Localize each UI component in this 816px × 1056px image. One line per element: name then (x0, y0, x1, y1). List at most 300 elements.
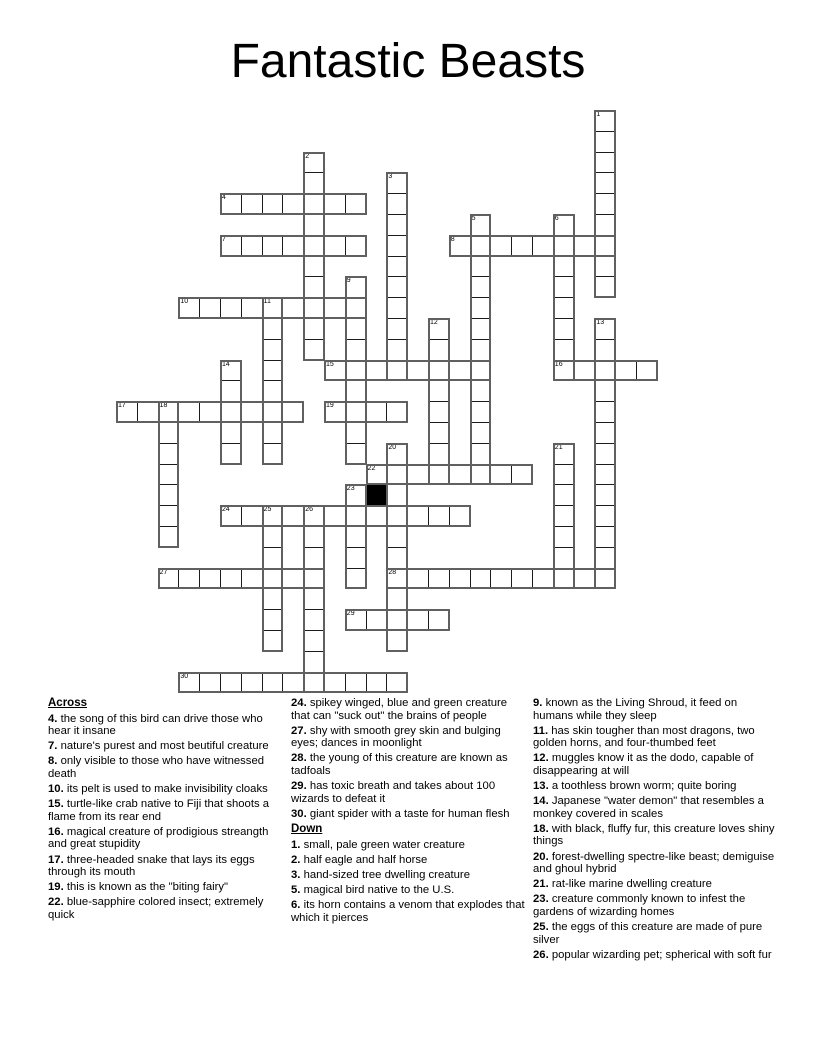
grid-cell[interactable] (594, 380, 616, 402)
grid-cell[interactable] (574, 235, 596, 257)
cell-number: 18 (159, 402, 168, 410)
grid-cell[interactable] (282, 401, 304, 423)
grid-cell[interactable] (366, 672, 388, 694)
grid-cell[interactable] (241, 401, 263, 423)
cell-number: 5 (471, 215, 476, 222)
grid-cell[interactable] (220, 443, 242, 465)
grid-cell[interactable] (324, 672, 346, 694)
clue-heading-across: Across (48, 697, 87, 709)
grid-cell[interactable] (470, 443, 492, 465)
grid-cell[interactable] (407, 360, 429, 382)
cell-number: 11 (263, 298, 271, 306)
cell-number: 10 (180, 298, 189, 306)
grid-cell[interactable] (386, 443, 408, 465)
grid-cell[interactable] (220, 360, 242, 382)
grid-cell[interactable] (532, 568, 554, 590)
grid-cell[interactable] (490, 464, 512, 486)
grid-cell[interactable] (386, 672, 408, 694)
clue-number: 26. (533, 948, 552, 961)
grid-cell[interactable] (407, 505, 429, 527)
grid-cell[interactable] (386, 547, 408, 569)
grid-cell[interactable] (158, 422, 180, 444)
clue-number: 27. (291, 724, 310, 737)
clue-21 (533, 878, 776, 891)
grid-cell[interactable] (345, 547, 367, 569)
clue-column-middle (291, 697, 529, 927)
grid-cell[interactable] (594, 110, 616, 132)
grid-cell[interactable] (178, 401, 200, 423)
grid-cell[interactable] (262, 401, 284, 423)
clue-number: 4. (48, 712, 61, 725)
grid-cell[interactable] (470, 276, 492, 298)
grid-cell[interactable] (428, 505, 450, 527)
clue-number: 14. (533, 795, 552, 808)
clue-23 (533, 893, 776, 918)
grid-cell[interactable] (303, 526, 325, 548)
grid-cell[interactable] (303, 505, 325, 527)
clue-column-down (533, 697, 776, 964)
grid-cell[interactable] (303, 609, 325, 631)
grid-cell[interactable] (303, 651, 325, 673)
grid-cell[interactable] (178, 672, 200, 694)
grid-cell[interactable] (449, 235, 471, 257)
grid-cell[interactable] (470, 380, 492, 402)
grid-cell[interactable] (220, 505, 242, 527)
clue-text: Japanese "water demon" that resembles a monkey covered in scales (533, 795, 764, 820)
grid-cell[interactable] (303, 214, 325, 236)
clue-text: hand-sized tree dwelling creature (303, 869, 470, 882)
grid-cell[interactable] (386, 464, 408, 486)
clue-text: forest-dwelling spectre-like beast; demiguise and ghoul hybrid (533, 850, 775, 876)
grid-cell[interactable] (386, 505, 408, 527)
grid-cell[interactable] (220, 235, 242, 257)
clue-27 (291, 725, 529, 750)
grid-cell[interactable] (553, 526, 575, 548)
grid-cell[interactable] (553, 360, 575, 382)
grid-cell[interactable] (345, 568, 367, 590)
grid-cell[interactable] (386, 588, 408, 610)
grid-cell[interactable] (158, 464, 180, 486)
clue-text: spikey winged, blue and green creature that can "suck out" the brains of people (291, 697, 508, 722)
grid-cell[interactable] (262, 609, 284, 631)
grid-cell[interactable] (303, 630, 325, 652)
grid-cell[interactable] (324, 235, 346, 257)
grid-cell[interactable] (553, 339, 575, 361)
grid-cell[interactable] (553, 443, 575, 465)
clue-text: three-headed snake that lays its eggs through its mouth (48, 853, 255, 879)
cell-number: 1 (596, 111, 601, 118)
clue-text: its pelt is used to make invisibility cloaks (66, 783, 268, 796)
grid-cell[interactable] (594, 193, 616, 215)
grid-cell[interactable] (282, 235, 304, 257)
grid-cell[interactable] (262, 526, 284, 548)
clue-text: has toxic breath and takes about 100 wizards to defeat it (291, 780, 496, 805)
black-cell (366, 484, 388, 506)
grid-cell[interactable] (386, 630, 408, 652)
grid-cell[interactable] (574, 568, 596, 590)
grid-cell[interactable] (262, 588, 284, 610)
grid-cell[interactable] (428, 360, 450, 382)
grid-cell[interactable] (553, 235, 575, 257)
grid-cell[interactable] (553, 214, 575, 236)
grid-cell[interactable] (345, 609, 367, 631)
grid-cell[interactable] (262, 235, 284, 257)
grid-cell[interactable] (178, 297, 200, 319)
grid-cell[interactable] (386, 276, 408, 298)
grid-cell[interactable] (303, 339, 325, 361)
grid-cell[interactable] (241, 568, 263, 590)
grid-cell[interactable] (386, 256, 408, 278)
grid-cell[interactable] (262, 380, 284, 402)
grid-cell[interactable] (220, 422, 242, 444)
grid-cell[interactable] (282, 505, 304, 527)
clue-number: 5. (291, 884, 304, 897)
grid-cell[interactable] (615, 360, 637, 382)
grid-cell[interactable] (199, 568, 221, 590)
clue-28 (291, 752, 529, 777)
clue-29 (291, 780, 529, 805)
clue-number: 13. (533, 780, 552, 793)
grid-cell[interactable] (511, 235, 533, 257)
grid-cell[interactable] (345, 443, 367, 465)
grid-cell[interactable] (262, 505, 284, 527)
grid-cell[interactable] (594, 256, 616, 278)
grid-cell[interactable] (345, 380, 367, 402)
grid-cell[interactable] (594, 464, 616, 486)
grid-cell[interactable] (345, 401, 367, 423)
clue-number: 8. (48, 755, 61, 768)
grid-cell[interactable] (262, 297, 284, 319)
grid-cell[interactable] (386, 484, 408, 506)
grid-cell[interactable] (428, 443, 450, 465)
grid-cell[interactable] (428, 464, 450, 486)
clue-text: with black, fluffy fur, this creature loves shiny things (533, 822, 775, 848)
grid-cell[interactable] (553, 318, 575, 340)
grid-cell[interactable] (511, 464, 533, 486)
grid-cell[interactable] (553, 297, 575, 319)
clue-number: 23. (533, 893, 552, 906)
grid-cell[interactable] (366, 360, 388, 382)
grid-cell[interactable] (158, 526, 180, 548)
clue-text: rat-like marine dwelling creature (551, 878, 712, 891)
grid-cell[interactable] (428, 422, 450, 444)
clue-text: popular wizarding pet; spherical with soft fur (551, 948, 772, 961)
grid-cell[interactable] (116, 401, 138, 423)
grid-cell[interactable] (553, 276, 575, 298)
grid-cell[interactable] (158, 568, 180, 590)
grid-cell[interactable] (303, 547, 325, 569)
grid-cell[interactable] (428, 339, 450, 361)
grid-cell[interactable] (449, 505, 471, 527)
grid-cell[interactable] (490, 235, 512, 257)
grid-cell[interactable] (386, 360, 408, 382)
grid-cell[interactable] (594, 360, 616, 382)
clue-text: blue-sapphire colored insect; extremely quick (48, 896, 264, 921)
clue-17 (48, 854, 288, 879)
cell-number: 4 (222, 194, 226, 202)
cell-number: 16 (554, 360, 563, 368)
grid-cell[interactable] (449, 360, 471, 382)
grid-cell[interactable] (282, 297, 304, 319)
grid-cell[interactable] (553, 256, 575, 278)
grid-cell[interactable] (303, 172, 325, 194)
grid-cell[interactable] (158, 484, 180, 506)
grid-cell[interactable] (303, 276, 325, 298)
grid-cell[interactable] (345, 484, 367, 506)
grid-cell[interactable] (324, 360, 346, 382)
clue-26 (533, 949, 776, 962)
grid-cell[interactable] (470, 235, 492, 257)
clue-19 (48, 881, 288, 894)
grid-cell[interactable] (158, 505, 180, 527)
grid-cell[interactable] (241, 297, 263, 319)
grid-cell[interactable] (241, 505, 263, 527)
grid-cell[interactable] (594, 152, 616, 174)
grid-cell[interactable] (241, 193, 263, 215)
grid-cell[interactable] (199, 297, 221, 319)
grid-cell[interactable] (303, 588, 325, 610)
grid-cell[interactable] (199, 401, 221, 423)
grid-cell[interactable] (594, 276, 616, 298)
grid-cell[interactable] (594, 547, 616, 569)
grid-cell[interactable] (553, 505, 575, 527)
grid-cell[interactable] (470, 464, 492, 486)
grid-cell[interactable] (345, 193, 367, 215)
grid-cell[interactable] (594, 131, 616, 153)
grid-cell[interactable] (324, 297, 346, 319)
grid-cell[interactable] (262, 339, 284, 361)
grid-cell[interactable] (428, 568, 450, 590)
clue-1 (291, 839, 529, 852)
cell-number: 26 (305, 506, 313, 514)
grid-cell[interactable] (553, 484, 575, 506)
grid-cell[interactable] (345, 297, 367, 319)
grid-cell[interactable] (158, 401, 180, 423)
grid-cell[interactable] (262, 422, 284, 444)
grid-cell[interactable] (470, 360, 492, 382)
grid-cell[interactable] (303, 568, 325, 590)
grid-cell[interactable] (594, 214, 616, 236)
grid-cell[interactable] (345, 360, 367, 382)
clue-25 (533, 921, 776, 946)
clue-text: half eagle and half horse (303, 854, 428, 867)
clue-11 (533, 725, 776, 750)
grid-cell[interactable] (407, 609, 429, 631)
cell-number: 22 (367, 464, 376, 472)
grid-cell[interactable] (470, 214, 492, 236)
cell-number: 8 (450, 235, 455, 243)
grid-cell[interactable] (449, 464, 471, 486)
cell-number: 29 (346, 610, 355, 618)
grid-cell[interactable] (470, 339, 492, 361)
clue-24 (291, 697, 529, 722)
grid-cell[interactable] (220, 672, 242, 694)
grid-cell[interactable] (594, 235, 616, 257)
grid-cell[interactable] (470, 318, 492, 340)
grid-cell[interactable] (511, 568, 533, 590)
grid-cell[interactable] (262, 443, 284, 465)
clue-text: only visible to those who have witnessed death (48, 755, 265, 780)
grid-cell[interactable] (178, 568, 200, 590)
grid-cell[interactable] (470, 256, 492, 278)
cell-number: 13 (596, 319, 605, 326)
grid-cell[interactable] (428, 318, 450, 340)
grid-cell[interactable] (220, 297, 242, 319)
grid-cell[interactable] (303, 297, 325, 319)
grid-cell[interactable] (386, 568, 408, 590)
clue-20 (533, 851, 776, 876)
grid-cell[interactable] (324, 505, 346, 527)
clue-4 (48, 713, 288, 738)
clue-number: 10. (48, 783, 67, 796)
grid-cell[interactable] (324, 193, 346, 215)
grid-cell[interactable] (262, 568, 284, 590)
grid-cell[interactable] (470, 422, 492, 444)
grid-cell[interactable] (407, 464, 429, 486)
clue-14 (533, 795, 776, 820)
grid-cell[interactable] (158, 443, 180, 465)
grid-cell[interactable] (386, 318, 408, 340)
grid-cell[interactable] (470, 297, 492, 319)
grid-cell[interactable] (262, 193, 284, 215)
grid-cell[interactable] (594, 526, 616, 548)
grid-cell[interactable] (303, 318, 325, 340)
grid-cell[interactable] (220, 401, 242, 423)
clue-10 (48, 783, 288, 796)
grid-cell[interactable] (428, 401, 450, 423)
grid-cell[interactable] (594, 339, 616, 361)
clue-30 (291, 808, 529, 821)
grid-cell[interactable] (345, 422, 367, 444)
grid-cell[interactable] (345, 505, 367, 527)
grid-cell[interactable] (428, 380, 450, 402)
cell-number: 14 (222, 360, 230, 368)
grid-cell[interactable] (262, 672, 284, 694)
grid-cell[interactable] (470, 568, 492, 590)
grid-cell[interactable] (220, 193, 242, 215)
grid-cell[interactable] (303, 235, 325, 257)
grid-cell[interactable] (345, 276, 367, 298)
clue-text: shy with smooth grey skin and bulging eyes; dances in moonlight (291, 724, 501, 750)
clue-text: the song of this bird can drive those who hear it insane (48, 712, 263, 738)
grid-cell[interactable] (428, 609, 450, 631)
clue-text: the young of this creature are known as tadfoals (291, 752, 508, 777)
grid-cell[interactable] (366, 401, 388, 423)
cell-number: 15 (326, 360, 334, 368)
grid-cell[interactable] (366, 464, 388, 486)
grid-cell[interactable] (470, 401, 492, 423)
clue-number: 19. (48, 881, 67, 894)
grid-cell[interactable] (594, 422, 616, 444)
clue-number: 1. (291, 838, 304, 851)
grid-cell[interactable] (220, 380, 242, 402)
clue-text: turtle-like crab native to Fiji that shoots a flame from its rear end (48, 798, 270, 823)
grid-cell[interactable] (303, 193, 325, 215)
grid-cell[interactable] (262, 318, 284, 340)
clue-8 (48, 755, 288, 780)
grid-cell[interactable] (345, 526, 367, 548)
clue-18 (533, 823, 776, 848)
grid-cell[interactable] (449, 568, 471, 590)
grid-cell[interactable] (199, 672, 221, 694)
grid-cell[interactable] (303, 256, 325, 278)
clue-number: 25. (533, 921, 552, 933)
clue-number: 6. (291, 899, 304, 912)
grid-cell[interactable] (490, 568, 512, 590)
grid-cell[interactable] (241, 235, 263, 257)
clue-text: muggles know it as the dodo, capable of disappearing at will (533, 752, 754, 777)
grid-cell[interactable] (386, 526, 408, 548)
grid-cell[interactable] (262, 630, 284, 652)
grid-cell[interactable] (386, 172, 408, 194)
grid-cell[interactable] (553, 568, 575, 590)
grid-cell[interactable] (407, 568, 429, 590)
grid-cell[interactable] (324, 401, 346, 423)
grid-cell[interactable] (386, 193, 408, 215)
grid-cell[interactable] (386, 609, 408, 631)
grid-cell[interactable] (594, 505, 616, 527)
grid-cell[interactable] (345, 318, 367, 340)
grid-cell[interactable] (386, 297, 408, 319)
grid-cell[interactable] (553, 464, 575, 486)
cell-number: 12 (430, 319, 438, 326)
grid-cell[interactable] (220, 568, 242, 590)
grid-cell[interactable] (282, 193, 304, 215)
clue-number: 24. (291, 697, 310, 709)
cell-number: 27 (159, 568, 168, 576)
grid-cell[interactable] (262, 547, 284, 569)
cell-number: 23 (346, 485, 355, 493)
grid-cell[interactable] (282, 568, 304, 590)
grid-cell[interactable] (303, 152, 325, 174)
grid-cell[interactable] (386, 235, 408, 257)
grid-cell[interactable] (262, 360, 284, 382)
grid-cell[interactable] (594, 318, 616, 340)
clue-15 (48, 798, 288, 823)
grid-cell[interactable] (574, 360, 596, 382)
grid-cell[interactable] (594, 484, 616, 506)
grid-cell[interactable] (594, 568, 616, 590)
grid-cell[interactable] (345, 672, 367, 694)
clue-number: 21. (533, 878, 552, 891)
grid-cell[interactable] (282, 672, 304, 694)
grid-cell[interactable] (366, 609, 388, 631)
clue-text: its horn contains a venom that explodes that which it pierces (291, 899, 525, 924)
grid-cell[interactable] (594, 443, 616, 465)
grid-cell[interactable] (303, 672, 325, 694)
clue-number: 17. (48, 853, 67, 866)
grid-cell[interactable] (386, 214, 408, 236)
grid-cell[interactable] (386, 401, 408, 423)
grid-cell[interactable] (366, 505, 388, 527)
grid-cell[interactable] (553, 547, 575, 569)
clue-3 (291, 869, 529, 882)
clue-number: 18. (533, 822, 552, 835)
grid-cell[interactable] (386, 339, 408, 361)
grid-cell[interactable] (241, 672, 263, 694)
grid-cell[interactable] (345, 235, 367, 257)
clue-6 (291, 899, 529, 924)
clue-text: nature's purest and most beutiful creature (60, 740, 269, 753)
grid-cell[interactable] (636, 360, 658, 382)
grid-cell[interactable] (594, 401, 616, 423)
grid-cell[interactable] (532, 235, 554, 257)
clue-2 (291, 854, 529, 867)
clue-text: magical creature of prodigious streangth and great stupidity (48, 825, 269, 851)
grid-cell[interactable] (594, 172, 616, 194)
grid-cell[interactable] (345, 339, 367, 361)
grid-cell[interactable] (137, 401, 159, 423)
